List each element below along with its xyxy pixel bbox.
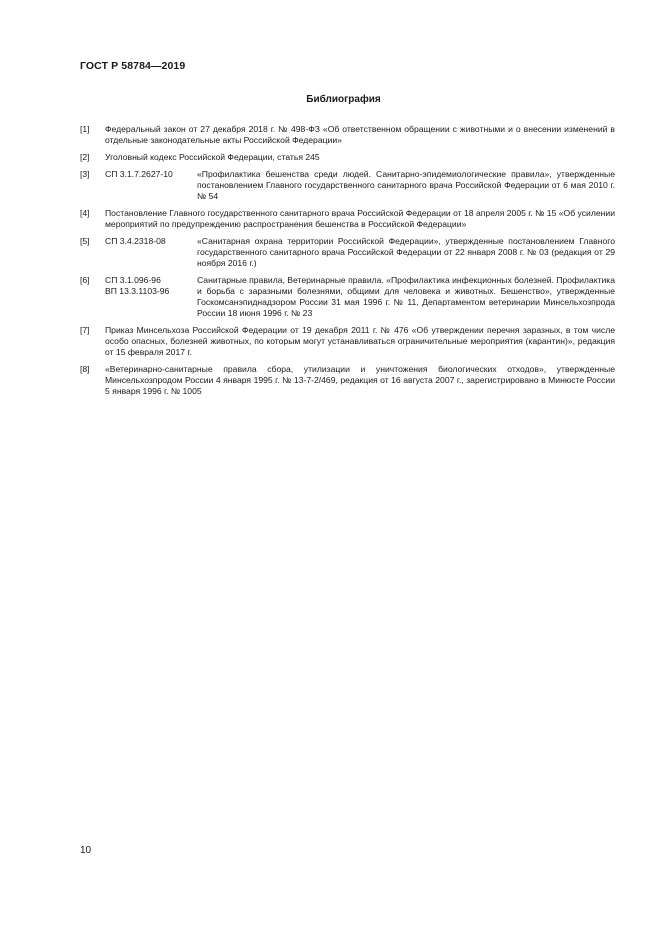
entry-code-text-secondary: ВП 13.3.1103-96: [105, 286, 170, 296]
bibliography-entry: [80, 325, 615, 358]
entry-number: [7]: [80, 325, 90, 335]
bibliography-list: [80, 124, 615, 403]
bibliography-entry: [80, 124, 615, 146]
entry-text: «Профилактика бешенства среди людей. Санитарно-эпидемиологические правила», утвержденные постановлением Главного государственного санитарного врача Российской Федерации от 6 мая 2010 г. № 54: [197, 169, 615, 201]
entry-text: «Ветеринарно-санитарные правила сбора, утилизации и уничтожения биологических отходов», утвержденные Минсельхозпродом России 4 января 1995 г. № 13-7-2/469, редакция от 16 августа 2007 г., зарегистрировано в Минюсте России 5 января 1996 г. № 1005: [105, 364, 615, 396]
bibliography-entry: [80, 364, 615, 397]
page-number: 10: [80, 845, 92, 856]
entry-number: [6]: [80, 275, 90, 285]
entry-code: [105, 169, 197, 202]
entry-number: [5]: [80, 236, 90, 246]
bibliography-entry: [80, 169, 615, 202]
entry-number: [8]: [80, 364, 90, 374]
entry-code-text: СП 3.1.7.2627-10: [105, 169, 173, 179]
bibliography-entry: [80, 236, 615, 269]
entry-number: [1]: [80, 124, 90, 134]
entry-text: «Санитарная охрана территории Российской Федерации», утвержденные постановлением Главного государственного санитарного врача Российской Федерации от 22 января 2008 г. № 03 (редакция от 29 ноября 2016 г.): [197, 236, 615, 268]
entry-code-text: СП 3.1.096-96: [105, 275, 161, 285]
section-title: Библиография: [306, 94, 381, 105]
document-id: ГОСТ Р 58784—2019: [80, 60, 186, 72]
bibliography-entry: [80, 275, 615, 319]
entry-text: Санитарные правила, Ветеринарные правила. «Профилактика инфекционных болезней. Профилактика и борьба с заразными болезнями, общими для человека и животных. Бешенство», утвержденные Госкомсанэпиднадзором России 31 мая 1996 г. № 11, Департаментом ветеринарии Минсельхозпрода России 18 июня 1996 г. № 23: [197, 275, 616, 318]
entry-code: [105, 275, 197, 319]
bibliography-entry: [80, 152, 615, 163]
entry-code-text: СП 3.4.2318-08: [105, 236, 166, 246]
entry-number: [3]: [80, 169, 90, 179]
entry-number: [4]: [80, 208, 90, 218]
entry-text: Уголовный кодекс Российской Федерации, статья 245: [105, 152, 320, 162]
entry-number: [2]: [80, 152, 90, 162]
entry-text: Приказ Минсельхоза Российской Федерации от 19 декабря 2011 г. № 476 «Об утверждении перечня заразных, в том числе особо опасных, болезней животных, по которым могут устанавливаться ограничительные мероприятия (карантин)», редакция от 15 февраля 2017 г.: [105, 325, 615, 357]
entry-code: [105, 236, 197, 269]
bibliography-entry: [80, 208, 615, 230]
entry-text: Постановление Главного государственного санитарного врача Российской Федерации от 18 апреля 2005 г. № 15 «Об усилении мероприятий по предупреждению распространения бешенства в Российской Федерации»: [105, 208, 615, 229]
entry-text: Федеральный закон от 27 декабря 2018 г. № 498-ФЗ «Об ответственном обращении с животными и о внесении изменений в отдельные законодательные акты Российской Федерации»: [105, 124, 615, 145]
